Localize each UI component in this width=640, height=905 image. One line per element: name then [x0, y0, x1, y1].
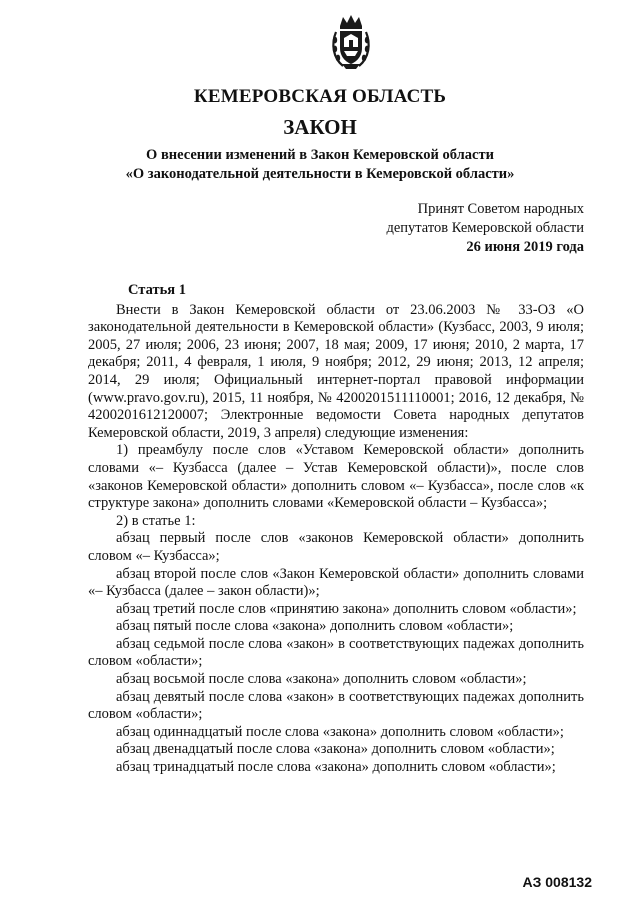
document-type: ЗАКОН — [283, 115, 357, 139]
coat-of-arms-icon — [330, 14, 372, 70]
article-paragraph: абзац третий после слов «принятию закона» дополнить словом «области»; — [116, 600, 577, 617]
law-title-line-2: «О законодательной деятельности в Кемеровской области» — [125, 166, 515, 182]
article-paragraph: 2) в статье 1: — [116, 512, 196, 529]
document-serial-code: АЗ 008132 — [522, 874, 592, 890]
article-paragraph: абзац одиннадцатый после слова «закона» дополнить словом «области»; — [116, 723, 564, 740]
article-body — [88, 282, 584, 777]
law-title-line-1: О внесении изменений в Закон Кемеровской области — [146, 147, 494, 163]
article-title: Статья 1 — [128, 282, 186, 298]
article-paragraph: 1) преамбулу после слов «Уставом Кемеровской области» дополнить словами «– Кузбасса (далее – Устав Кемеровской области)», после слов «законов Кемеровской области» дополнить словом «– Кузбасса», после слов «к структуре закона» дополнить словами «Кемеровской области – Кузбасса»; — [88, 442, 584, 512]
article-paragraph: Внести в Закон Кемеровской области от 23.06.2003 № 33-ОЗ «О законодательной деятельности в Кемеровской области» (Кузбасс, 2003, 9 июля; 2005, 27 июля; 2006, 23 июня; 2007, 18 мая; 2009, 17 июня; 2010, 2 марта, 17 декабря; 2011, 4 февраля, 1 июля, 9 ноября; 2012, 29 июня; 2013, 12 апреля; 2014, 29 июля; Официальный интернет-портал правовой информации (www.pravo.gov.ru), 2015, 11 ноября, № 4200201511110001; 2016, 12 декабря, № 4200201612120007; Электронные ведомости Совета народных депутатов Кемеровской области, 2019, 3 апреля) следующие изменения: — [88, 301, 584, 441]
adoption-date: 26 июня 2019 года — [466, 239, 584, 255]
article-paragraph: абзац тринадцатый после слова «закона» дополнить словом «области»; — [116, 759, 556, 776]
article-paragraph: абзац первый после слов «законов Кемеровской области» дополнить словом «– Кузбасса»; — [88, 530, 584, 564]
adoption-line-2: депутатов Кемеровской области — [386, 220, 584, 236]
adoption-line-1: Принят Советом народных — [417, 201, 584, 217]
article-paragraph: абзац восьмой после слова «закона» дополнить словом «области»; — [116, 671, 527, 688]
region-name: КЕМЕРОВСКАЯ ОБЛАСТЬ — [193, 86, 447, 107]
article-paragraph: абзац девятый после слова «закон» в соответствующих падежах дополнить словом «области»; — [88, 688, 584, 723]
article-paragraph: абзац второй после слов «Закон Кемеровской области» дополнить словами «– Кузбасса (далее – закон области)»; — [88, 565, 584, 600]
article-paragraph: абзац пятый после слова «закона» дополнить словом «области»; — [116, 618, 514, 635]
adoption-block — [386, 200, 584, 257]
article-paragraph: абзац седьмой после слова «закон» в соответствующих падежах дополнить словом «области»; — [88, 635, 584, 670]
article-paragraph: абзац двенадцатый после слова «закона» дополнить словом «области»; — [116, 741, 555, 758]
law-title — [0, 146, 640, 184]
